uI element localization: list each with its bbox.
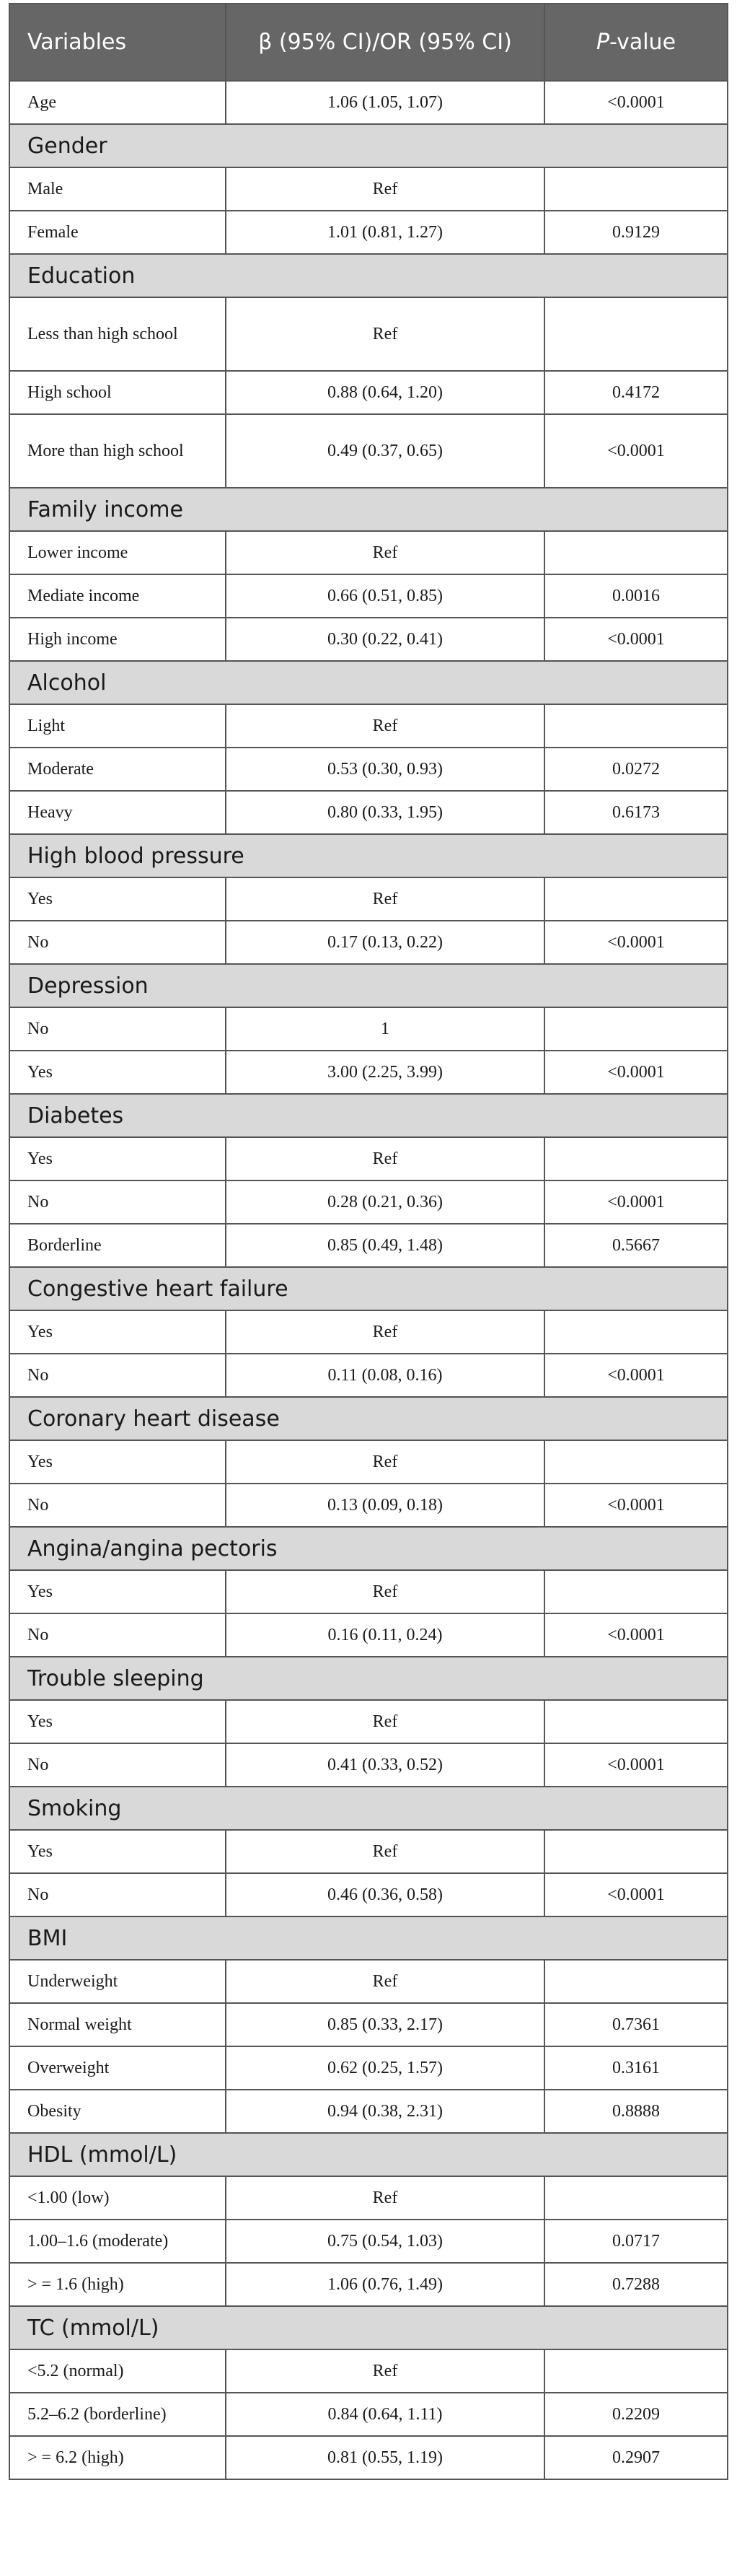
table-row: [9, 1700, 728, 1743]
table-row: [9, 1484, 728, 1527]
variable-cell: Yes: [9, 1700, 226, 1743]
table-row: [9, 618, 728, 661]
table-row: [9, 1830, 728, 1873]
estimate-cell: 0.17 (0.13, 0.22): [226, 921, 544, 964]
table-row: [9, 1051, 728, 1094]
table-row: [9, 2046, 728, 2090]
section-row: [9, 1267, 728, 1310]
table-row: [9, 1310, 728, 1354]
p-value-cell: 0.9129: [544, 211, 728, 254]
variable-cell: Borderline: [9, 1224, 226, 1267]
table-row: [9, 2176, 728, 2220]
table-row: [9, 2393, 728, 2436]
section-label: BMI: [9, 1916, 728, 1960]
table-row: [9, 211, 728, 254]
variable-cell: Heavy: [9, 791, 226, 834]
estimate-cell: Ref: [226, 1960, 544, 2003]
table-row: [9, 791, 728, 834]
p-value-cell: <0.0001: [544, 1354, 728, 1397]
p-value-cell: [544, 531, 728, 574]
variable-cell: High income: [9, 618, 226, 661]
variable-cell: <1.00 (low): [9, 2176, 226, 2220]
table-row: [9, 1224, 728, 1267]
estimate-cell: 1.01 (0.81, 1.27): [226, 211, 544, 254]
p-value-cell: 0.4172: [544, 371, 728, 414]
table-row: [9, 2349, 728, 2393]
estimate-cell: 3.00 (2.25, 3.99): [226, 1051, 544, 1094]
p-value-cell: [544, 1137, 728, 1180]
estimate-cell: 0.88 (0.64, 1.20): [226, 371, 544, 414]
table-row: [9, 1440, 728, 1484]
variable-cell: No: [9, 1873, 226, 1916]
section-label: Alcohol: [9, 661, 728, 704]
p-value-cell: [544, 1440, 728, 1484]
section-row: [9, 661, 728, 704]
estimate-cell: 0.75 (0.54, 1.03): [226, 2220, 544, 2263]
header-p-suffix: -value: [609, 29, 676, 55]
section-row: [9, 1657, 728, 1700]
section-label: Diabetes: [9, 1094, 728, 1137]
estimate-cell: 0.30 (0.22, 0.41): [226, 618, 544, 661]
p-value-cell: <0.0001: [544, 921, 728, 964]
estimate-cell: 1.06 (0.76, 1.49): [226, 2263, 544, 2306]
variable-cell: Yes: [9, 1570, 226, 1613]
variable-cell: Yes: [9, 1440, 226, 1484]
variable-cell: Yes: [9, 1137, 226, 1180]
section-label: HDL (mmol/L): [9, 2133, 728, 2176]
estimate-cell: 0.28 (0.21, 0.36): [226, 1180, 544, 1224]
section-row: [9, 1787, 728, 1830]
table-row: [9, 1180, 728, 1224]
table-row: [9, 371, 728, 414]
variable-cell: More than high school: [9, 414, 226, 488]
table-row: [9, 81, 728, 124]
section-label: High blood pressure: [9, 834, 728, 877]
variable-cell: > = 6.2 (high): [9, 2436, 226, 2479]
estimate-cell: 0.94 (0.38, 2.31): [226, 2090, 544, 2133]
section-row: [9, 254, 728, 297]
p-value-cell: [544, 167, 728, 211]
table-row: [9, 1743, 728, 1787]
variable-cell: Lower income: [9, 531, 226, 574]
variable-cell: Underweight: [9, 1960, 226, 2003]
variable-cell: Yes: [9, 1830, 226, 1873]
table-row: [9, 1570, 728, 1613]
p-value-cell: 0.7361: [544, 2003, 728, 2046]
estimate-cell: 1: [226, 1007, 544, 1051]
variable-cell: Light: [9, 704, 226, 748]
section-row: [9, 488, 728, 531]
variable-cell: No: [9, 1180, 226, 1224]
table-row: [9, 2003, 728, 2046]
p-value-cell: 0.0272: [544, 748, 728, 791]
p-value-cell: <0.0001: [544, 1484, 728, 1527]
header-p-value: [544, 4, 728, 81]
variable-cell: Age: [9, 81, 226, 124]
section-row: [9, 2306, 728, 2349]
variable-cell: No: [9, 1484, 226, 1527]
p-value-cell: [544, 1700, 728, 1743]
header-p-italic: P: [596, 29, 610, 55]
variable-cell: Female: [9, 211, 226, 254]
table-row: [9, 1873, 728, 1916]
table-row: [9, 414, 728, 488]
section-row: [9, 1397, 728, 1440]
section-row: [9, 124, 728, 167]
estimate-cell: Ref: [226, 1570, 544, 1613]
estimate-cell: 0.80 (0.33, 1.95): [226, 791, 544, 834]
section-label: Coronary heart disease: [9, 1397, 728, 1440]
table-row: [9, 1137, 728, 1180]
estimate-cell: Ref: [226, 1310, 544, 1354]
section-label: Congestive heart failure: [9, 1267, 728, 1310]
variable-cell: Moderate: [9, 748, 226, 791]
p-value-cell: <0.0001: [544, 618, 728, 661]
variable-cell: High school: [9, 371, 226, 414]
estimate-cell: 1.06 (1.05, 1.07): [226, 81, 544, 124]
estimate-cell: Ref: [226, 2176, 544, 2220]
variable-cell: Yes: [9, 1310, 226, 1354]
table-row: [9, 704, 728, 748]
variable-cell: No: [9, 1743, 226, 1787]
variable-cell: No: [9, 1354, 226, 1397]
estimate-cell: 0.85 (0.33, 2.17): [226, 2003, 544, 2046]
estimate-cell: 0.84 (0.64, 1.11): [226, 2393, 544, 2436]
section-label: Smoking: [9, 1787, 728, 1830]
estimate-cell: Ref: [226, 2349, 544, 2393]
p-value-cell: [544, 2349, 728, 2393]
variable-cell: Male: [9, 167, 226, 211]
table-row: [9, 167, 728, 211]
table-row: [9, 1007, 728, 1051]
estimate-cell: 0.62 (0.25, 1.57): [226, 2046, 544, 2090]
estimate-cell: 0.66 (0.51, 0.85): [226, 574, 544, 618]
table-row: [9, 531, 728, 574]
p-value-cell: 0.2209: [544, 2393, 728, 2436]
table-row: [9, 748, 728, 791]
estimate-cell: 0.81 (0.55, 1.19): [226, 2436, 544, 2479]
p-value-cell: [544, 1310, 728, 1354]
estimate-cell: 0.11 (0.08, 0.16): [226, 1354, 544, 1397]
variable-cell: 5.2–6.2 (borderline): [9, 2393, 226, 2436]
header-estimate: β (95% CI)/OR (95% CI): [226, 4, 544, 81]
table-row: [9, 1960, 728, 2003]
variable-cell: Obesity: [9, 2090, 226, 2133]
table-row: [9, 877, 728, 921]
section-row: [9, 2133, 728, 2176]
section-label: Trouble sleeping: [9, 1657, 728, 1700]
p-value-cell: 0.2907: [544, 2436, 728, 2479]
p-value-cell: 0.0717: [544, 2220, 728, 2263]
p-value-cell: 0.7288: [544, 2263, 728, 2306]
section-row: [9, 1527, 728, 1570]
p-value-cell: <0.0001: [544, 414, 728, 488]
table-row: [9, 2436, 728, 2479]
section-row: [9, 964, 728, 1007]
p-value-cell: <0.0001: [544, 1873, 728, 1916]
p-value-cell: <0.0001: [544, 1051, 728, 1094]
p-value-cell: [544, 1830, 728, 1873]
p-value-cell: <0.0001: [544, 81, 728, 124]
table-row: [9, 2263, 728, 2306]
p-value-cell: [544, 297, 728, 371]
variable-cell: No: [9, 1007, 226, 1051]
table-header: [9, 4, 728, 81]
estimate-cell: Ref: [226, 167, 544, 211]
variable-cell: > = 1.6 (high): [9, 2263, 226, 2306]
estimate-cell: Ref: [226, 531, 544, 574]
table-body: [9, 81, 728, 2479]
section-label: TC (mmol/L): [9, 2306, 728, 2349]
section-row: [9, 1094, 728, 1137]
p-value-cell: [544, 2176, 728, 2220]
section-label: Depression: [9, 964, 728, 1007]
p-value-cell: [544, 1007, 728, 1051]
regression-table: [9, 3, 728, 2480]
section-label: Family income: [9, 488, 728, 531]
estimate-cell: 0.41 (0.33, 0.52): [226, 1743, 544, 1787]
table-row: [9, 2090, 728, 2133]
estimate-cell: 0.85 (0.49, 1.48): [226, 1224, 544, 1267]
p-value-cell: [544, 877, 728, 921]
estimate-cell: 0.13 (0.09, 0.18): [226, 1484, 544, 1527]
variable-cell: Yes: [9, 877, 226, 921]
p-value-cell: <0.0001: [544, 1613, 728, 1657]
estimate-cell: Ref: [226, 1440, 544, 1484]
variable-cell: Normal weight: [9, 2003, 226, 2046]
p-value-cell: 0.6173: [544, 791, 728, 834]
p-value-cell: 0.5667: [544, 1224, 728, 1267]
p-value-cell: [544, 1570, 728, 1613]
variable-cell: Overweight: [9, 2046, 226, 2090]
estimate-cell: 0.16 (0.11, 0.24): [226, 1613, 544, 1657]
table-row: [9, 2220, 728, 2263]
estimate-cell: 0.46 (0.36, 0.58): [226, 1873, 544, 1916]
section-label: Gender: [9, 124, 728, 167]
variable-cell: Less than high school: [9, 297, 226, 371]
variable-cell: No: [9, 921, 226, 964]
p-value-cell: <0.0001: [544, 1743, 728, 1787]
variable-cell: Mediate income: [9, 574, 226, 618]
section-row: [9, 834, 728, 877]
variable-cell: Yes: [9, 1051, 226, 1094]
section-label: Angina/angina pectoris: [9, 1527, 728, 1570]
variable-cell: No: [9, 1613, 226, 1657]
estimate-cell: Ref: [226, 1700, 544, 1743]
variable-cell: 1.00–1.6 (moderate): [9, 2220, 226, 2263]
header-variables: Variables: [9, 4, 226, 81]
variable-cell: <5.2 (normal): [9, 2349, 226, 2393]
p-value-cell: [544, 704, 728, 748]
table-row: [9, 1354, 728, 1397]
header-row: [9, 4, 728, 81]
estimate-cell: 0.53 (0.30, 0.93): [226, 748, 544, 791]
estimate-cell: Ref: [226, 1830, 544, 1873]
p-value-cell: 0.8888: [544, 2090, 728, 2133]
section-row: [9, 1916, 728, 1960]
p-value-cell: <0.0001: [544, 1180, 728, 1224]
table-row: [9, 1613, 728, 1657]
p-value-cell: [544, 1960, 728, 2003]
estimate-cell: 0.49 (0.37, 0.65): [226, 414, 544, 488]
estimate-cell: Ref: [226, 1137, 544, 1180]
table-row: [9, 297, 728, 371]
table-row: [9, 921, 728, 964]
section-label: Education: [9, 254, 728, 297]
p-value-cell: 0.0016: [544, 574, 728, 618]
estimate-cell: Ref: [226, 297, 544, 371]
p-value-cell: 0.3161: [544, 2046, 728, 2090]
table-row: [9, 574, 728, 618]
estimate-cell: Ref: [226, 877, 544, 921]
estimate-cell: Ref: [226, 704, 544, 748]
